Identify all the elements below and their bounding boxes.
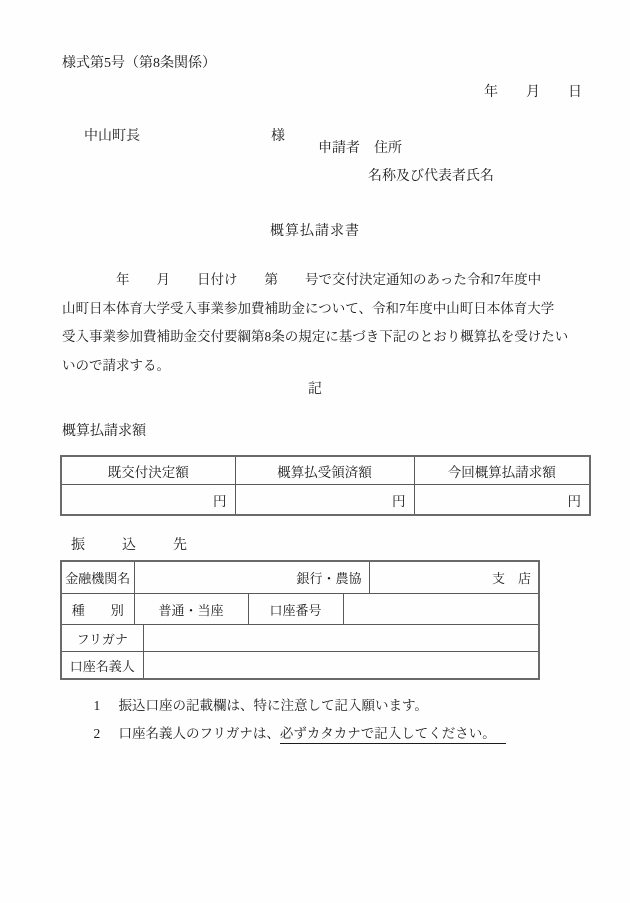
account-type-label: 種 別 <box>61 594 134 625</box>
note-2 <box>80 706 506 758</box>
transfer-row-holder <box>61 652 539 680</box>
account-holder-label: 口座名義人 <box>61 652 143 680</box>
body-line: いので請求する。 <box>62 357 170 373</box>
form-number: 様式第5号（第8条関係） <box>62 56 216 71</box>
amount-table <box>60 455 591 516</box>
amount-value-received: 円 <box>235 485 414 516</box>
bank-name-cell: 銀行・農協 <box>134 561 369 594</box>
amount-header-requested: 今回概算払請求額 <box>414 456 590 485</box>
date-line: 年 月 日 <box>484 85 582 100</box>
transfer-row-account <box>61 594 539 625</box>
account-number-label: 口座番号 <box>248 594 343 625</box>
representative-name-label: 名称及び代表者氏名 <box>368 169 494 184</box>
account-number-field <box>343 594 539 625</box>
note-2-text-underlined: 必ずカタカナで記入してください。 <box>280 726 506 744</box>
account-holder-field <box>143 652 539 680</box>
account-type-options: 普通・当座 <box>134 594 248 625</box>
body-line: 山町日本体育大学受入事業参加費補助金について、令和7年度中山町日本体育大学 <box>62 300 555 316</box>
body-line: 年 月 日付け 第 号で交付決定通知のあった令和7年度中 <box>62 272 542 287</box>
body-line: 受入事業参加費補助金交付要綱第8条の規定に基づき下記のとおり概算払を受けたい <box>62 329 569 344</box>
applicant-address-label: 申請者 住所 <box>318 141 402 156</box>
amount-value-row <box>61 485 590 516</box>
amount-header-received: 概算払受領済額 <box>235 456 414 485</box>
note-2-text-prefix: 口座名義人のフリガナは、 <box>118 726 280 741</box>
addressee: 中山町長 <box>84 129 140 145</box>
body-paragraph <box>62 266 582 380</box>
branch-name-cell: 支 店 <box>369 561 539 594</box>
note-2-number: 2 <box>93 726 101 741</box>
amount-value-decided: 円 <box>61 485 235 516</box>
furigana-label: フリガナ <box>61 625 143 652</box>
note-1-number: 1 <box>93 698 101 713</box>
transfer-row-institution <box>61 561 539 594</box>
financial-institution-label: 金融機関名 <box>61 561 134 594</box>
transfer-row-furigana <box>61 625 539 652</box>
note-1-text: 振込口座の記載欄は、特に注意して記入願います。 <box>118 698 428 713</box>
amount-header-row <box>61 456 590 485</box>
transfer-section-label: 振込先 <box>71 538 224 553</box>
furigana-field <box>143 625 539 652</box>
document-title: 概算払請求書 <box>270 224 360 239</box>
transfer-table <box>60 560 540 680</box>
honorific: 様 <box>271 129 285 145</box>
amount-header-decided: 既交付決定額 <box>61 456 235 485</box>
ki-heading: 記 <box>308 382 322 397</box>
addressee-line <box>70 113 285 161</box>
amount-section-label: 概算払請求額 <box>62 424 146 439</box>
amount-value-requested: 円 <box>414 485 590 516</box>
